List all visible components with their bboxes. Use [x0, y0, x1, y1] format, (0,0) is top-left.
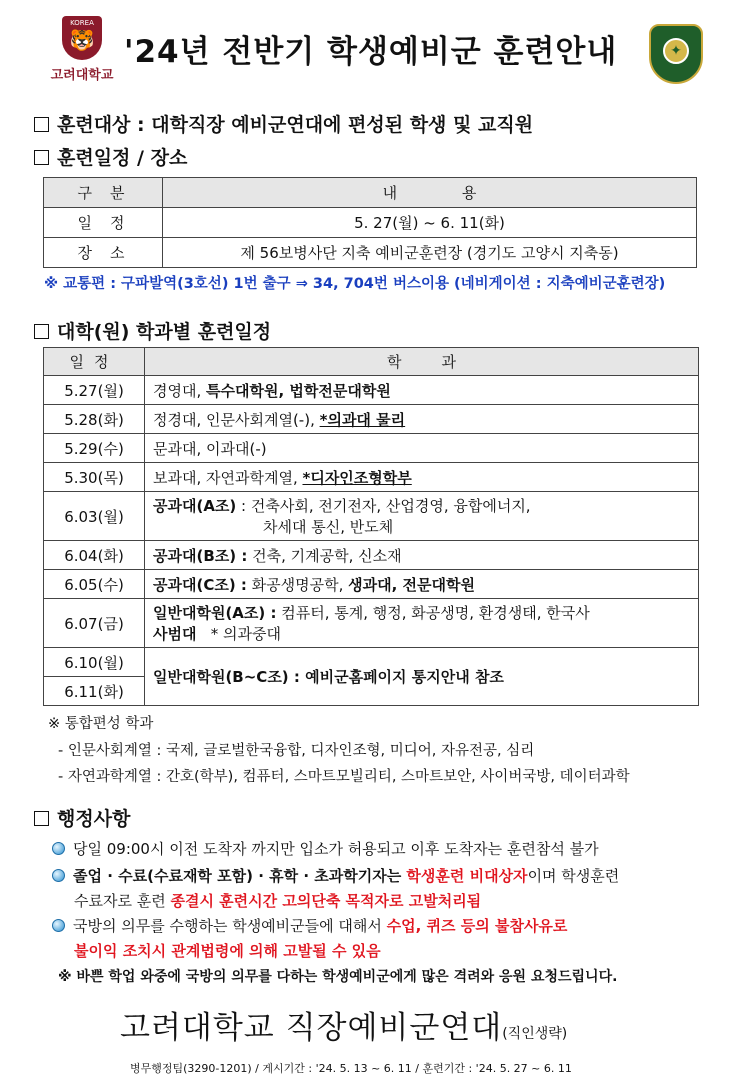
checkbox-square-icon	[34, 811, 49, 826]
row-date: 5.30(목)	[44, 463, 145, 492]
row-value: 5. 27(월) ~ 6. 11(화)	[163, 208, 697, 238]
logo-university-name: 고려대학교	[50, 68, 114, 83]
transport-note: ※ 교통편 : 구파발역(3호선) 1번 출구 ⇒ 34, 704번 버스이용 (네비게이션 : 지축예비군훈련장)	[44, 276, 666, 292]
section-admin-text: 행정사항	[57, 808, 131, 830]
reserve-forces-emblem-icon: ✦	[649, 24, 703, 84]
section-dept-text: 대학(원) 학과별 훈련일정	[57, 321, 272, 343]
row-depts: 정경대, 인문사회계열(-), *의과대 물리	[145, 405, 699, 434]
checkbox-square-icon	[34, 150, 49, 165]
section-schedule-text: 훈련일정 / 장소	[57, 147, 188, 169]
table-row	[44, 599, 699, 648]
table-row	[44, 208, 697, 238]
row-depts: 공과대(B조) : 건축, 기계공학, 신소재	[145, 541, 699, 570]
admin-item-2: 졸업 · 수료(수료재학 포함) · 휴학 · 초과학기자는 학생훈련 비대상자이며 학생훈련	[52, 865, 619, 886]
row-date: 6.11(화)	[44, 677, 145, 706]
admin-item-3: 국방의 의무를 수행하는 학생예비군들에 대해서 수업, 퀴즈 등의 불참사유로	[52, 915, 567, 936]
tiger-crest-icon: KOREA 🐯	[62, 16, 102, 60]
row-depts: 경영대, 특수대학원, 법학전문대학원	[145, 376, 699, 405]
table-row	[44, 463, 699, 492]
row-date: 5.28(화)	[44, 405, 145, 434]
row-date: 5.29(수)	[44, 434, 145, 463]
section-dept-schedule	[34, 317, 271, 344]
table-row	[44, 648, 699, 677]
table-row	[44, 434, 699, 463]
dept-schedule-table	[43, 347, 699, 706]
table-header-row	[44, 348, 699, 376]
admin-item-3-cont: 불이익 조치시 관계법령에 의해 고발될 수 있음	[74, 942, 381, 960]
row-date: 6.07(금)	[44, 599, 145, 648]
logo-small-text: KOREA	[70, 19, 94, 27]
row-label: 일정	[44, 208, 163, 238]
row-date: 6.04(화)	[44, 541, 145, 570]
page-title: '24년 전반기 학생예비군 훈련안내	[124, 34, 618, 70]
row-depts: 일반대학원(B~C조) : 예비군홈페이지 통지안내 참조	[145, 648, 699, 706]
header-content: 내 용	[163, 178, 697, 208]
row-date: 6.05(수)	[44, 570, 145, 599]
footer-title: 고려대학교 직장예비군연대(직인생략)	[120, 1010, 568, 1046]
row-value: 제 56보병사단 지축 예비군훈련장 (경기도 고양시 지축동)	[163, 238, 697, 268]
merged-depts-title: ※ 통합편성 학과	[48, 716, 154, 732]
bullet-icon	[52, 869, 65, 882]
row-depts: 문과대, 이과대(-)	[145, 434, 699, 463]
row-date: 6.10(월)	[44, 648, 145, 677]
row-depts: 일반대학원(A조) : 컴퓨터, 통계, 행정, 화공생명, 환경생태, 한국사 사범대 * 의과중대	[145, 599, 699, 648]
table-row	[44, 376, 699, 405]
footer-info: 병무행정팀(3290-1201) / 게시기간 : '24. 5. 13 ~ 6. 11 / 훈련기간 : '24. 5. 27 ~ 6. 11	[130, 1062, 572, 1075]
checkbox-square-icon	[34, 117, 49, 132]
section-training-target	[34, 110, 533, 137]
header-date: 일정	[44, 348, 145, 376]
merged-line-humanities: - 인문사회계열 : 국제, 글로벌한국융합, 디자인조형, 미디어, 자유전공, 심리	[58, 743, 535, 759]
table-row	[44, 492, 699, 541]
admin-note: ※ 바쁜 학업 와중에 국방의 의무를 다하는 학생예비군에게 많은 격려와 응원 요청드립니다.	[58, 969, 618, 985]
section-schedule-place	[34, 143, 187, 170]
row-depts: 공과대(C조) : 화공생명공학, 생과대, 전문대학원	[145, 570, 699, 599]
row-depts: 공과대(A조) : 건축사회, 전기전자, 산업경영, 융합에너지, 차세대 통신, 반도체	[145, 492, 699, 541]
checkbox-square-icon	[34, 324, 49, 339]
row-depts: 보과대, 자연과학계열, *디자인조형학부	[145, 463, 699, 492]
row-date: 6.03(월)	[44, 492, 145, 541]
bullet-icon	[52, 919, 65, 932]
bullet-icon	[52, 842, 65, 855]
table-row	[44, 405, 699, 434]
table-row	[44, 570, 699, 599]
table-row	[44, 541, 699, 570]
table-row	[44, 238, 697, 268]
korea-university-logo	[42, 16, 122, 88]
section-admin	[34, 804, 130, 831]
header-dept: 학과	[145, 348, 699, 376]
table-header-row	[44, 178, 697, 208]
schedule-table	[43, 177, 697, 268]
merged-line-science: - 자연과학계열 : 간호(학부), 컴퓨터, 스마트모빌리티, 스마트보안, 사이버국방, 데이터과학	[58, 769, 630, 785]
section-target-text: 훈련대상 : 대학직장 예비군연대에 편성된 학생 및 교직원	[57, 114, 534, 136]
admin-item-1: 당일 09:00시 이전 도착자 까지만 입소가 허용되고 이후 도착자는 훈련참석 불가	[52, 838, 599, 859]
header-category: 구분	[44, 178, 163, 208]
row-date: 5.27(월)	[44, 376, 145, 405]
admin-item-2-cont: 수료자로 훈련 종결시 훈련시간 고의단축 목적자로 고발처리됨	[74, 892, 482, 910]
footer-stamp: (직인생략)	[502, 1026, 568, 1042]
row-label: 장소	[44, 238, 163, 268]
